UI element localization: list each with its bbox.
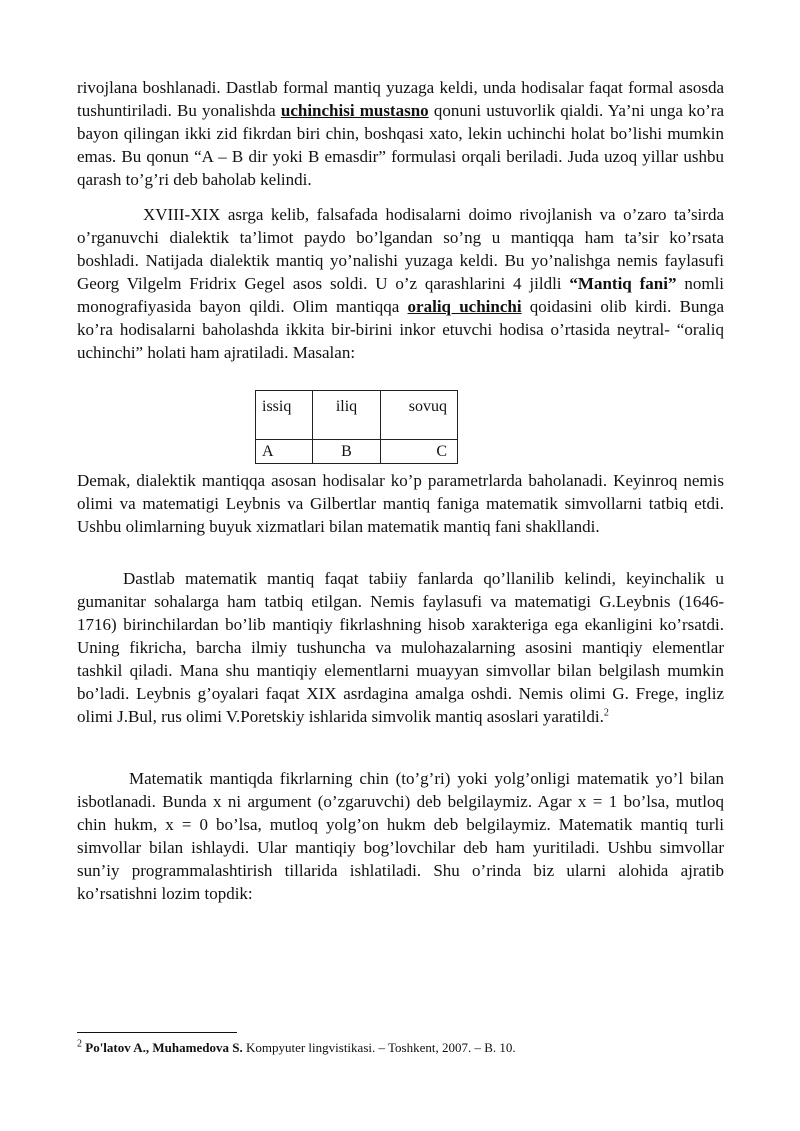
table-cell: sovuq: [381, 391, 458, 440]
para5-text: Matematik mantiqda fikrlarning chin (to’g’ri) yoki yolg’onligi matematik yo’l bilan isbotlanadi. Bunda x ni argument (o’zgaruvchi) deb belgilaymiz. Agar x = 1 bo’lsa, mutloq chin hukm, x = 0 bo’lsa, mutloq yolg’on hukm deb belgilaymiz. Matematik mantiq turli simvollar bilan ishlaydi. Ular mantiqiy bog’lovchilar deb ham yuritiladi. Ushbu simvollar sun’iy programmalashtirish tillarida ishlatiladi. Shu o’rinda biz ularni alohida ajratib ko’rsatishni lozim topdik:: [77, 769, 724, 903]
table-cell: iliq: [313, 391, 381, 440]
para2-text-b: nomli monografiyasida bayon qildi. Olim mantiqqa: [77, 274, 725, 316]
paragraph-mathematical-logic: [77, 567, 724, 728]
table-cell: A: [256, 440, 313, 464]
para2-text-a: XVIII-XIX asrga kelib, falsafada hodisalarni doimo rivojlanish va o’zaro ta’sirda o’rganuvchi dialektik ta’limot paydo bo’lgandan so’ng u mantiqqa ham ta’sir ko’rsata boshladi. Natijada dialektik mantiq yo’nalishi yuzaga keldi. Bu yo’nalishga nemis faylasufi Georg Vilgelm Fridrix Gegel asos soldi. U o’z qarashlarini 4 jildli: [77, 205, 724, 293]
paragraph-conclusion: [77, 469, 724, 538]
table-cell: C: [381, 440, 458, 464]
para2-text-c: qoidasini olib kirdi. Bunga ko’ra hodisalarni baholashda ikkita bir-birini inkor etuvchi hodisa o’rtasida neytral- “oraliq uchinchi” holati ham ajratiladi. Masalan:: [77, 297, 724, 362]
footnote-separator: [77, 1032, 237, 1033]
table-cell: issiq: [256, 391, 313, 440]
example-table: [255, 390, 458, 464]
paragraph-formal-logic: [77, 76, 724, 191]
paragraph-dialectic-logic: [77, 203, 724, 364]
footnote: [77, 1040, 516, 1056]
paragraph-truth-values: [77, 767, 724, 905]
table-row: [256, 440, 458, 464]
para1-text-a: rivojlana boshlanadi. Dastlab formal mantiq yuzaga keldi, unda hodisalar faqat formal asosda tushuntiriladi. Bu yonalishda: [77, 78, 724, 120]
footnote-reference[interactable]: 2: [603, 707, 609, 719]
para4-text: Dastlab matematik mantiq faqat tabiiy fanlarda qo’llanilib kelindi, keyinchalik u gumanitar sohalarga ham tatbiq etilgan. Nemis faylasufi va matematigi G.Leybnis (1646-1716) birinchilardan bo’lib mantiqiy fikrlashning hisob xarakteriga ega ekanligini ko’rsatdi. Uning fikricha, barcha ilmiy tushuncha va mulohazalarning asosini mantiqiy elementlar tashkil qiladi. Mana shu mantiqiy elementlarni muayyan simvollar bilan belgilash mumkin bo’ladi. Leybnis g’oyalari faqat XIX asrdagina amalga oshdi. Nemis olimi G. Frege, ingliz olimi J.Bul, rus olimi V.Poretskiy ishlarida simvolik mantiq asoslari yaratildi.: [77, 569, 724, 726]
footnote-citation: Kompyuter lingvistikasi. – Toshkent, 2007. – B. 10.: [242, 1040, 516, 1055]
para1-text-b: qonuni ustuvorlik qialdi. Ya’ni unga ko’ra bayon qilingan ikki zid fikrdan biri chin, boshqasi xato, lekin uchinchi holat bo’lishi mumkin emas. Bu qonun “A – B dir yoki B emasdir” formulasi orqali beriladi. Juda uzoq yillar ushbu qarash to’g’ri deb baholab kelindi.: [77, 101, 724, 189]
footnote-number: 2: [77, 1038, 82, 1050]
book-title: “Mantiq fani”: [569, 274, 677, 293]
table-cell: B: [313, 440, 381, 464]
table-row: [256, 391, 458, 440]
para3-text: Demak, dialektik mantiqqa asosan hodisalar ko’p parametrlarda baholanadi. Keyinroq nemis olimi va matematigi Leybnis va Gilbertlar mantiq faniga matematik simvollarni tatbiq etdi. Ushbu olimlarning buyuk xizmatlari bilan matematik mantiq fani shakllandi.: [77, 471, 724, 536]
term-middle-third: oraliq uchinchi: [407, 297, 522, 316]
term-excluded-middle: uchinchisi mustasno: [280, 101, 429, 120]
footnote-authors: Po'latov A., Muhamedova S.: [85, 1040, 243, 1055]
